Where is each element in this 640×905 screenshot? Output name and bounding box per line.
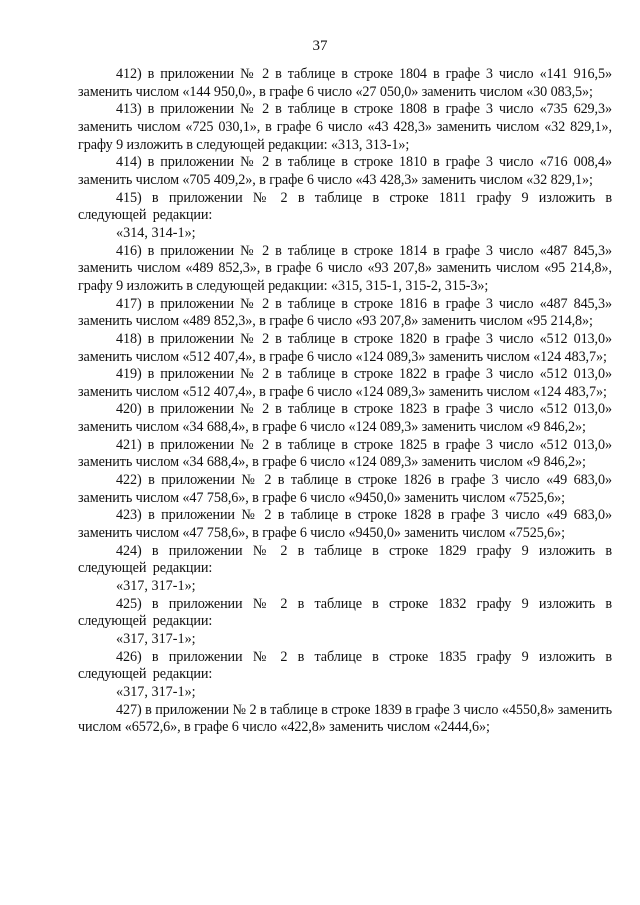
- paragraph-416: 416) в приложении № 2 в таблице в строке 1814 в графе 3 число «487 845,3» заменить числом «489 852,3», в графе 6 число «93 207,8» заменить числом «95 214,8», графу 9 изложить в следующей редакции: «315, 315-1, 315-2, 315-3»;: [78, 242, 612, 294]
- paragraph-422: 422) в приложении № 2 в таблице в строке 1826 в графе 3 число «49 683,0» заменить числом «47 758,6», в графе 6 число «9450,0» заменить числом «7525,6»;: [78, 472, 612, 506]
- paragraph-415-new-text: «314, 314-1»;: [116, 224, 196, 241]
- document-body: [78, 66, 612, 737]
- paragraph-421: 421) в приложении № 2 в таблице в строке 1825 в графе 3 число «512 013,0» заменить числом «34 688,4», в графе 6 число «124 089,3» заменить числом «9 846,2»;: [78, 436, 612, 471]
- paragraph-424: 424) в приложении № 2 в таблице в строке 1829 графу 9 изложить в следующей редакции:: [78, 542, 612, 577]
- paragraph-426: 426) в приложении № 2 в таблице в строке 1835 графу 9 изложить в следующей редакции:: [78, 648, 612, 683]
- paragraph-425: 425) в приложении № 2 в таблице в строке 1832 графу 9 изложить в следующей редакции:: [78, 595, 612, 630]
- paragraph-423: 423) в приложении № 2 в таблице в строке 1828 в графе 3 число «49 683,0» заменить числом «47 758,6», в графе 6 число «9450,0» заменить числом «7525,6»;: [78, 507, 612, 542]
- paragraph-415: 415) в приложении № 2 в таблице в строке 1811 графу 9 изложить в следующей редакции:: [78, 189, 612, 224]
- paragraph-420: 420) в приложении № 2 в таблице в строке 1823 в графе 3 число «512 013,0» заменить числом «34 688,4», в графе 6 число «124 089,3» заменить числом «9 846,2»;: [78, 401, 612, 436]
- paragraph-427: 427) в приложении № 2 в таблице в строке 1839 в графе 3 число «4550,8» заменить числом «6572,6», в графе 6 число «422,8» заменить числом «2444,6»;: [78, 701, 612, 736]
- paragraph-417: 417) в приложении № 2 в таблице в строке 1816 в графе 3 число «487 845,3» заменить числом «489 852,3», в графе 6 число «93 207,8» заменить числом «95 214,8»;: [78, 295, 612, 330]
- paragraph-419: 419) в приложении № 2 в таблице в строке 1822 в графе 3 число «512 013,0» заменить числом «512 407,4», в графе 6 число «124 089,3» заменить числом «124 483,7»;: [78, 366, 612, 400]
- paragraph-412: 412) в приложении № 2 в таблице в строке 1804 в графе 3 число «141 916,5» заменить числом «144 950,0», в графе 6 число «27 050,0» заменить числом «30 083,5»;: [78, 66, 612, 100]
- page-number: 37: [312, 38, 328, 54]
- paragraph-426-new-text: «317, 317-1»;: [116, 683, 196, 700]
- paragraph-414: 414) в приложении № 2 в таблице в строке 1810 в графе 3 число «716 008,4» заменить числом «705 409,2», в графе 6 число «43 428,3» заменить числом «32 829,1»;: [78, 154, 612, 188]
- paragraph-425-new-text: «317, 317-1»;: [116, 631, 196, 647]
- paragraph-418: 418) в приложении № 2 в таблице в строке 1820 в графе 3 число «512 013,0» заменить числом «512 407,4», в графе 6 число «124 089,3» заменить числом «124 483,7»;: [78, 330, 612, 365]
- paragraph-424-new-text: «317, 317-1»;: [116, 578, 196, 595]
- paragraph-413: 413) в приложении № 2 в таблице в строке 1808 в графе 3 число «735 629,3» заменить числом «725 030,1», в графе 6 число «43 428,3» заменить числом «32 829,1», графу 9 изложить в следующей редакции: «313, 313-1»;: [78, 101, 612, 153]
